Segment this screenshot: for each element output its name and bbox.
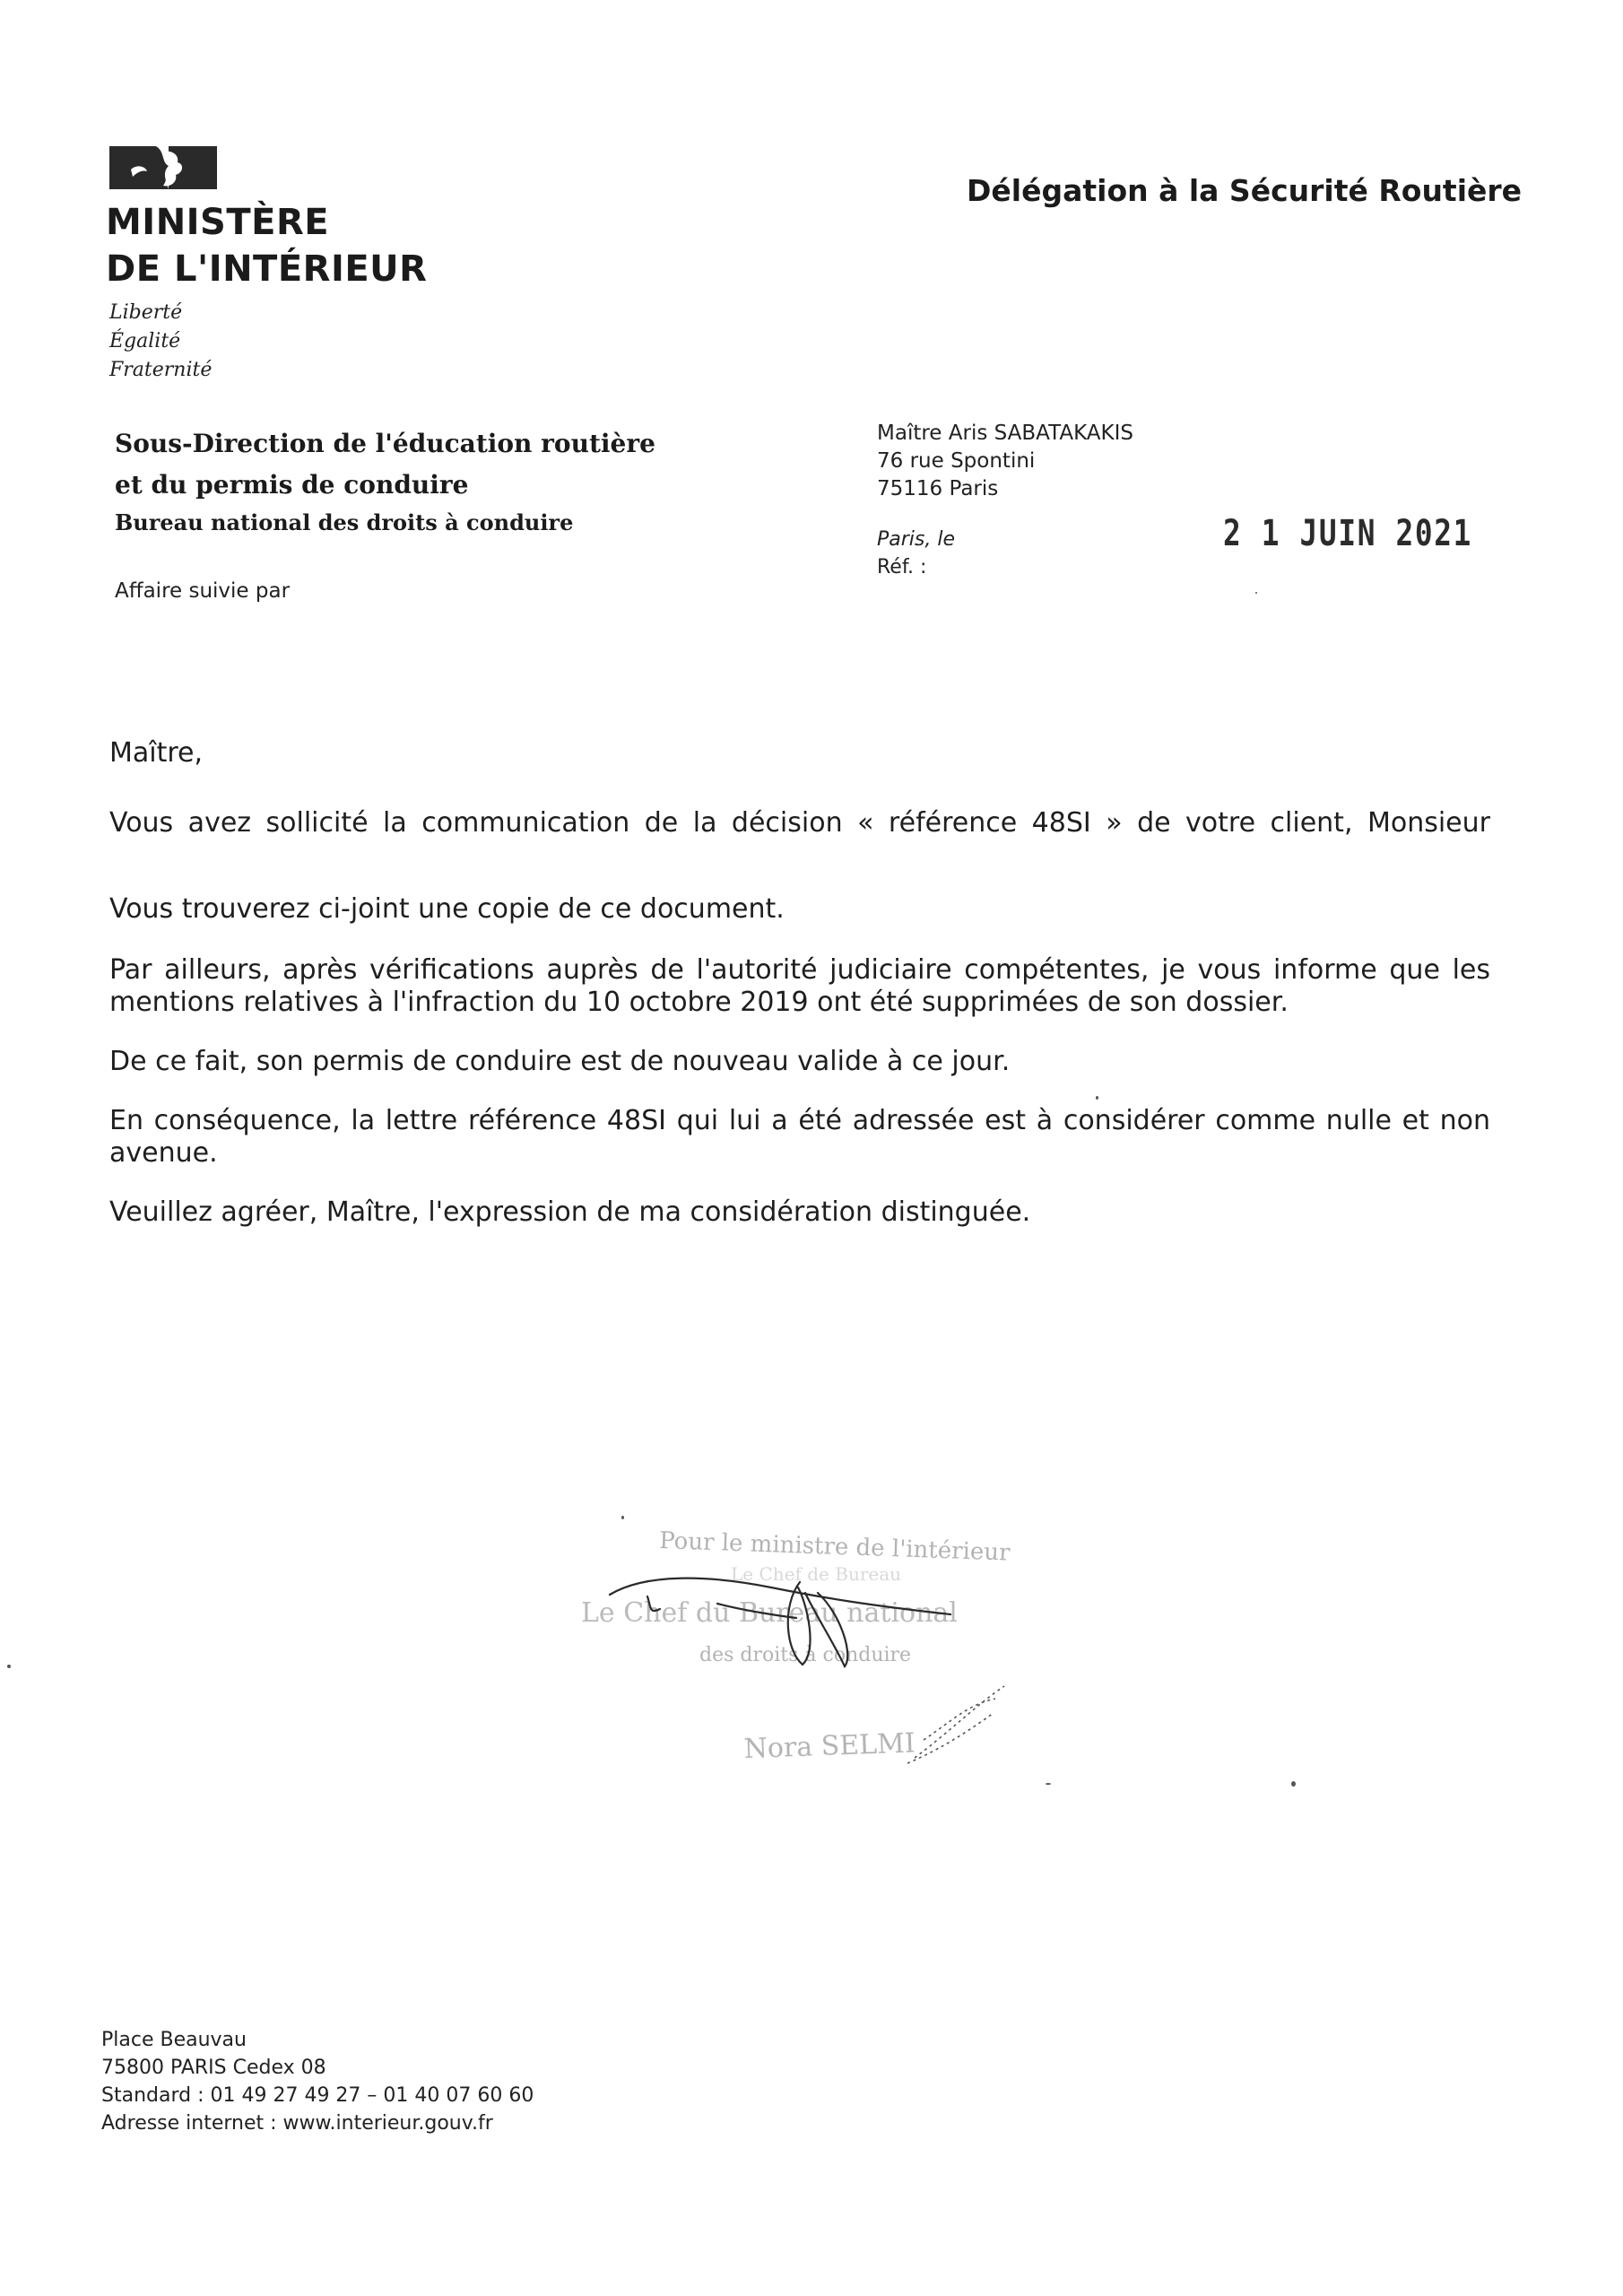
reference-label: Réf. : bbox=[877, 556, 927, 578]
delegation-title: Délégation à la Sécurité Routière bbox=[967, 173, 1523, 208]
motto-egalite: Égalité bbox=[109, 330, 181, 352]
affaire-suivie: Affaire suivie par bbox=[115, 579, 291, 603]
svg-text:Le Chef de Bureau: Le Chef de Bureau bbox=[731, 1563, 902, 1585]
svg-text:des droits à conduire: des droits à conduire bbox=[699, 1644, 912, 1666]
subdirection bbox=[115, 423, 655, 506]
footer-phone: Standard : 01 49 27 49 27 – 01 40 07 60 60 bbox=[101, 2084, 534, 2107]
scan-speck bbox=[7, 1665, 11, 1668]
paragraph-request: Vous avez sollicité la communication de la décision « référence 48SI » de votre client, Monsieur bbox=[109, 807, 1490, 839]
paragraph-verification-line-1: Par ailleurs, après vérifications auprès de l'autorité judiciaire compétentes, je vous informe que les bbox=[109, 954, 1490, 986]
scan-speck bbox=[1255, 592, 1257, 594]
footer-place: Place Beauvau bbox=[101, 2029, 247, 2051]
paragraph-consequence bbox=[109, 1105, 1490, 1170]
salutation: Maître, bbox=[109, 737, 204, 769]
paragraph-verification-line-2: mentions relatives à l'infraction du 10 octobre 2019 ont été supprimées de son dossier. bbox=[109, 987, 1289, 1018]
closing-formula: Veuillez agréer, Maître, l'expression de ma considération distinguée. bbox=[109, 1196, 1031, 1228]
subdirection-line-1: Sous-Direction de l'éducation routière bbox=[115, 429, 655, 458]
marianne-logo bbox=[109, 146, 217, 189]
place-label: Paris, le bbox=[877, 528, 956, 551]
ministry-name bbox=[106, 199, 427, 292]
scan-speck bbox=[1046, 1783, 1051, 1785]
motto-liberte: Liberté bbox=[109, 301, 183, 324]
svg-text:Pour le ministre de l'intérieu: Pour le ministre de l'intérieur bbox=[658, 1527, 1011, 1567]
paragraph-verification bbox=[109, 954, 1490, 1019]
paragraph-consequence-line-1: En conséquence, la lettre référence 48SI qui lui a été adressée est à considérer comme nulle et non bbox=[109, 1105, 1490, 1136]
recipient-address bbox=[877, 420, 1133, 503]
subdirection-line-2: et du permis de conduire bbox=[115, 470, 469, 500]
bureau-name: Bureau national des droits à conduire bbox=[115, 509, 574, 535]
signature-stamp bbox=[574, 1489, 1130, 1794]
date-stamp: 2 1 JUIN 2021 bbox=[1223, 513, 1473, 554]
footer-city: 75800 PARIS Cedex 08 bbox=[101, 2057, 326, 2079]
recipient-name: Maître Aris SABATAKAKIS bbox=[877, 422, 1133, 445]
svg-text:Le Chef du Bureau national: Le Chef du Bureau national bbox=[581, 1597, 958, 1629]
recipient-city: 75116 Paris bbox=[877, 477, 999, 500]
recipient-street: 76 rue Spontini bbox=[877, 449, 1036, 473]
scan-speck bbox=[621, 1516, 624, 1519]
footer-address bbox=[101, 2026, 534, 2137]
scan-speck bbox=[1096, 1096, 1098, 1100]
republic-motto bbox=[109, 299, 212, 385]
paragraph-consequence-line-2: avenue. bbox=[109, 1137, 218, 1169]
signature-block bbox=[574, 1489, 1130, 1794]
paragraph-validity: De ce fait, son permis de conduire est de nouveau valide à ce jour. bbox=[109, 1046, 1011, 1077]
motto-fraternite: Fraternité bbox=[109, 359, 213, 381]
svg-text:Nora SELMI: Nora SELMI bbox=[743, 1727, 916, 1765]
ministry-line-1: MINISTÈRE bbox=[106, 202, 330, 243]
footer-website: Adresse internet : www.interieur.gouv.fr bbox=[101, 2112, 493, 2135]
scan-speck bbox=[1291, 1781, 1296, 1787]
paragraph-copy: Vous trouverez ci-joint une copie de ce document. bbox=[109, 893, 785, 925]
ministry-line-2: DE L'INTÉRIEUR bbox=[106, 248, 428, 290]
